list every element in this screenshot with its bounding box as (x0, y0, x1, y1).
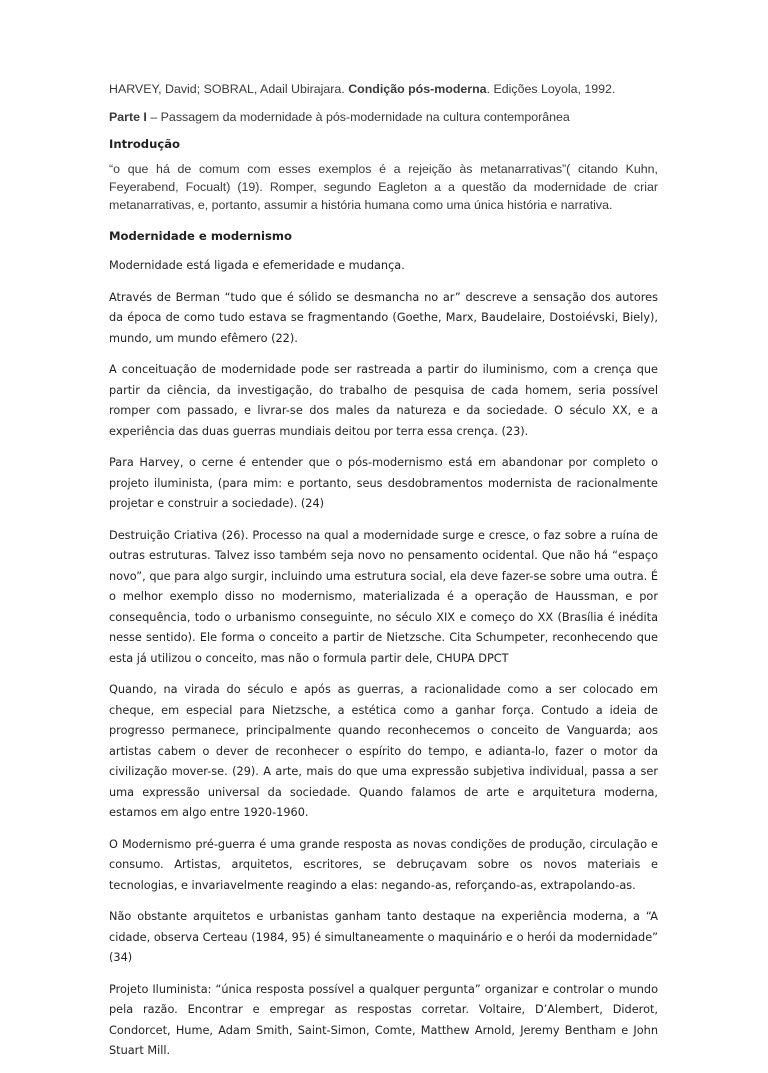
citation (109, 80, 658, 98)
citation-publisher: . Edições Loyola, 1992. (486, 82, 616, 96)
paragraph: Quando, na virada do século e após as guerras, a racionalidade como a ser colocado em cheque, em especial para Nietzsche, a estética como a ganhar força. Contudo a ideia de progresso permanece, principalmente quando reconhecemos o conceito de Vanguarda; aos artistas cabem o dever de reconhecer o espírito do tempo, e adianta-lo, fazer o motor da civilização mover-se. (29). A arte, mais do que uma expressão subjetiva individual, passa a ser uma expressão universal da sociedade. Quando falamos de arte e arquitetura moderna, estamos em algo entre 1920-1960. (109, 683, 658, 819)
paragraph: Através de Berman “tudo que é sólido se desmancha no ar” descreve a sensação dos autores da época de como tudo estava se fragmentando (Goethe, Marx, Baudelaire, Dostoiévski, Biely), mundo, um mundo efêmero (22). (109, 290, 658, 345)
paragraph: O Modernismo pré-guerra é uma grande resposta as novas condições de produção, circulação e consumo. Artistas, arquitetos, escritores, se debruçavam sobre os novos materiais e tecnologias, e invariavelmente reagindo a elas: negando-as, reforçando-as, extrapolando-as. (109, 837, 658, 892)
paragraph: Modernidade está ligada e efemeridade e mudança. (109, 259, 405, 272)
paragraph: Não obstante arquitetos e urbanistas ganham tanto destaque na experiência moderna, a “A cidade, observa Certeau (1984, 95) é simultaneamente o maquinário e o herói da modernidade” (34) (109, 910, 658, 964)
paragraph: Para Harvey, o cerne é entender que o pós-modernismo está em abandonar por completo o projeto iluminista, (para mim: e portanto, seus desdobramentos modernista de racionalmente projetar e construir a sociedade). (24) (109, 456, 658, 510)
part-text: – Passagem da modernidade à pós-modernidade na cultura contemporânea (146, 110, 570, 124)
citation-title: Condição pós-moderna (348, 82, 487, 96)
part-label: Parte I (109, 110, 147, 124)
document-page (109, 80, 658, 1073)
section-heading: Modernidade e modernismo (109, 229, 292, 243)
paragraph: Projeto Iluminista: “única resposta possível a qualquer pergunta” organizar e controlar o mundo pela razão. Encontrar e empregar as respostas corretar. Voltaire, D’Alembert, Diderot, Condorcet, Hume, Adam Smith, Saint-Simon, Comte, Matthew Arnold, Jeremy Bentham e John Stuart Mill. (109, 982, 658, 1057)
intro-quote: “o que há de comum com esses exemplos é a rejeição às metanarrativas”( citando Kuhn, Feyerabend, Focualt) (19). Romper, segundo Eagleton a a questão da modernidade de criar metanarrativas, e, portanto, assumir a história humana como uma única história e narrativa. (109, 162, 658, 212)
part-heading (109, 108, 658, 126)
intro-heading: Introdução (109, 137, 181, 151)
paragraph: A conceituação de modernidade pode ser rastreada a partir do iluminismo, com a crença que partir da ciência, da investigação, do trabalho de pesquisa de cada homem, seria possível romper com passado, e livrar-se dos males da natureza e da sociedade. O século XX, e a experiência das duas guerras mundiais deitou por terra essa crença. (23). (109, 363, 658, 438)
citation-authors: HARVEY, David; SOBRAL, Adail Ubirajara. (109, 82, 349, 96)
paragraph: Destruição Criativa (26). Processo na qual a modernidade surge e cresce, o faz sobre a ruína de outras estruturas. Talvez isso também seja novo no pensamento ocidental. Que não há “espaço novo”, que para algo surgir, incluindo uma estrutura social, ela deve fazer-se sobre uma outra. É o melhor exemplo disso no modernismo, materializada é a operação de Haussman, e por consequência, todo o urbanismo conseguinte, no século XIX e começo do XX (Brasília é inédita nesse sentido). Ele forma o conceito a partir de Nietzsche. Cita Schumpeter, reconhecendo que esta já utilizou o conceito, mas não o formula partir dele, CHUPA DPCT (109, 528, 658, 665)
